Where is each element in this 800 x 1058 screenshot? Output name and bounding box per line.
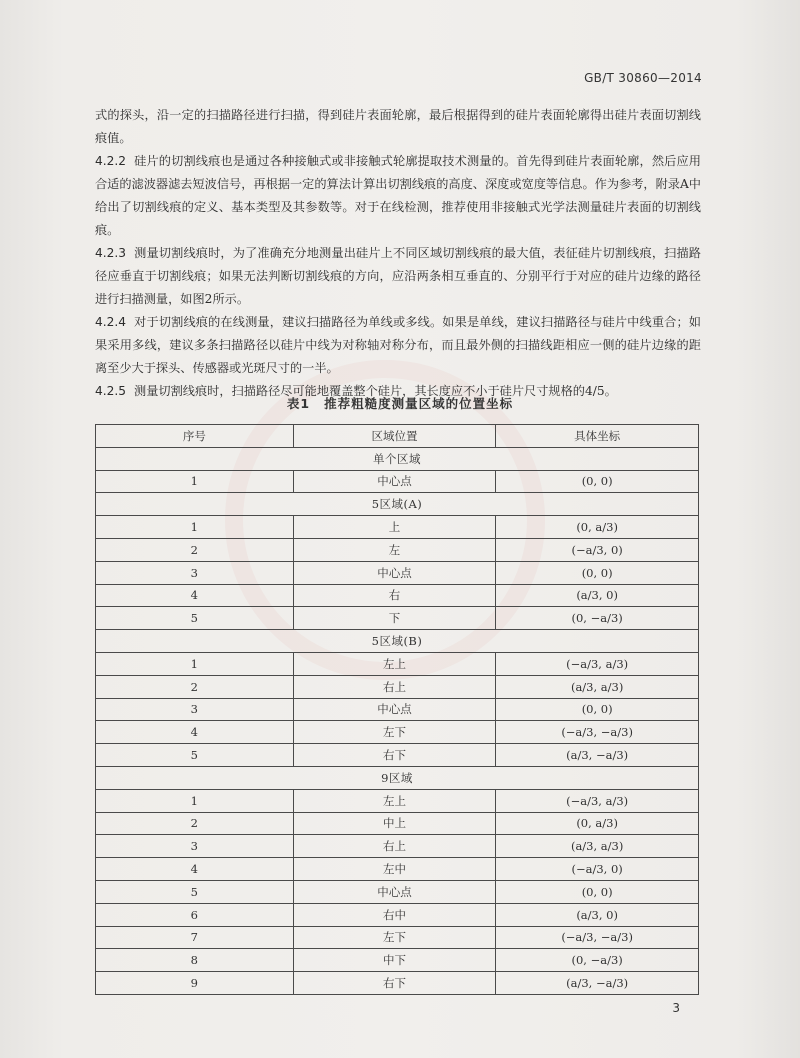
clause-4-2-4 bbox=[95, 311, 701, 380]
table-row bbox=[96, 675, 699, 698]
group-row bbox=[96, 447, 699, 470]
clause-4-2-3 bbox=[95, 242, 701, 311]
table-row bbox=[96, 744, 699, 767]
cell-position: 下 bbox=[293, 607, 496, 630]
cell-serial: 3 bbox=[96, 698, 294, 721]
cell-position: 右上 bbox=[293, 675, 496, 698]
cell-position: 中心点 bbox=[293, 880, 496, 903]
cell-position: 左下 bbox=[293, 721, 496, 744]
cell-coordinate: (−a/3, a/3) bbox=[496, 789, 699, 812]
cell-serial: 9 bbox=[96, 972, 294, 995]
cell-coordinate: (0, 0) bbox=[496, 470, 699, 493]
coordinates-table bbox=[95, 424, 699, 995]
cell-coordinate: (−a/3, a/3) bbox=[496, 652, 699, 675]
cell-position: 左中 bbox=[293, 858, 496, 881]
cell-position: 中心点 bbox=[293, 698, 496, 721]
cell-position: 右下 bbox=[293, 744, 496, 767]
cell-coordinate: (a/3, 0) bbox=[496, 903, 699, 926]
cell-coordinate: (a/3, 0) bbox=[496, 584, 699, 607]
paragraph-text: 硅片的切割线痕也是通过各种接触式或非接触式轮廓提取技术测量的。首先得到硅片表面轮廓，然后应用合适的滤波器滤去短波信号，再根据一定的算法计算出切割线痕的高度、深度或宽度等信息。作为参考，附录A中给出了切割线痕的定义、基本类型及其参数等。对于在线检测，推荐使用非接触式光学法测量硅片表面的切割线痕。 bbox=[95, 154, 701, 237]
paragraph-text: 测量切割线痕时，为了准确充分地测量出硅片上不同区域切割线痕的最大值，表征硅片切割线痕，扫描路径应垂直于切割线痕；如果无法判断切割线痕的方向，应沿两条相互垂直的、分别平行于对应的硅片边缘的路径进行扫描测量，如图2所示。 bbox=[95, 246, 701, 306]
cell-position: 左下 bbox=[293, 926, 496, 949]
table-row bbox=[96, 949, 699, 972]
clause-number: 4.2.4 bbox=[95, 315, 127, 329]
cell-coordinate: (−a/3, 0) bbox=[496, 858, 699, 881]
cell-serial: 5 bbox=[96, 744, 294, 767]
paragraph-text: 式的探头，沿一定的扫描路径进行扫描，得到硅片表面轮廓，最后根据得到的硅片表面轮廓得出硅片表面切割线痕值。 bbox=[95, 108, 701, 145]
cell-coordinate: (0, −a/3) bbox=[496, 607, 699, 630]
table-row bbox=[96, 812, 699, 835]
cell-position: 左上 bbox=[293, 652, 496, 675]
cell-serial: 4 bbox=[96, 858, 294, 881]
cell-serial: 2 bbox=[96, 538, 294, 561]
paragraph-text: 对于切割线痕的在线测量，建议扫描路径为单线或多线。如果是单线，建议扫描路径与硅片中线重合；如果采用多线，建议多条扫描路径以硅片中线为对称轴对称分布，而且最外侧的扫描线距相应一侧的硅片边缘的距离至少大于探头、传感器或光斑尺寸的一半。 bbox=[95, 315, 701, 375]
table-row bbox=[96, 721, 699, 744]
cell-serial: 5 bbox=[96, 607, 294, 630]
body-text bbox=[95, 104, 701, 403]
cell-position: 右 bbox=[293, 584, 496, 607]
cell-serial: 4 bbox=[96, 721, 294, 744]
cell-coordinate: (−a/3, −a/3) bbox=[496, 721, 699, 744]
table-row bbox=[96, 789, 699, 812]
cell-coordinate: (a/3, a/3) bbox=[496, 675, 699, 698]
table-row bbox=[96, 903, 699, 926]
table-row bbox=[96, 516, 699, 539]
clause-number: 4.2.3 bbox=[95, 246, 127, 260]
cell-position: 中心点 bbox=[293, 470, 496, 493]
table-row bbox=[96, 652, 699, 675]
table-row bbox=[96, 538, 699, 561]
table-row bbox=[96, 835, 699, 858]
table-title: 推荐粗糙度测量区域的位置坐标 bbox=[324, 396, 514, 411]
cell-position: 左 bbox=[293, 538, 496, 561]
table-number: 表1 bbox=[286, 396, 311, 411]
group-label: 5区域(A) bbox=[96, 493, 699, 516]
clause-4-2-2 bbox=[95, 150, 701, 242]
header-position: 区域位置 bbox=[293, 425, 496, 448]
page-number: 3 bbox=[672, 1001, 680, 1015]
header-serial: 序号 bbox=[96, 425, 294, 448]
group-label: 单个区域 bbox=[96, 447, 699, 470]
cell-position: 右下 bbox=[293, 972, 496, 995]
cell-coordinate: (−a/3, −a/3) bbox=[496, 926, 699, 949]
cell-serial: 7 bbox=[96, 926, 294, 949]
paragraph-text: 测量切割线痕时，扫描路径尽可能地覆盖整个硅片，其长度应不小于硅片尺寸规格的4/5。 bbox=[134, 384, 617, 398]
standard-code: GB/T 30860—2014 bbox=[584, 71, 702, 85]
paragraph-continuation bbox=[95, 104, 701, 150]
cell-coordinate: (a/3, −a/3) bbox=[496, 972, 699, 995]
cell-coordinate: (a/3, a/3) bbox=[496, 835, 699, 858]
cell-serial: 1 bbox=[96, 789, 294, 812]
cell-coordinate: (a/3, −a/3) bbox=[496, 744, 699, 767]
cell-serial: 2 bbox=[96, 675, 294, 698]
cell-serial: 2 bbox=[96, 812, 294, 835]
cell-position: 左上 bbox=[293, 789, 496, 812]
cell-position: 右中 bbox=[293, 903, 496, 926]
cell-position: 中上 bbox=[293, 812, 496, 835]
table-body bbox=[96, 447, 699, 994]
group-row bbox=[96, 630, 699, 653]
cell-coordinate: (0, 0) bbox=[496, 880, 699, 903]
group-label: 5区域(B) bbox=[96, 630, 699, 653]
cell-serial: 1 bbox=[96, 470, 294, 493]
cell-coordinate: (0, a/3) bbox=[496, 516, 699, 539]
cell-position: 中心点 bbox=[293, 561, 496, 584]
group-row bbox=[96, 766, 699, 789]
cell-serial: 4 bbox=[96, 584, 294, 607]
cell-serial: 6 bbox=[96, 903, 294, 926]
cell-coordinate: (0, 0) bbox=[496, 561, 699, 584]
table-row bbox=[96, 584, 699, 607]
cell-coordinate: (−a/3, 0) bbox=[496, 538, 699, 561]
cell-serial: 5 bbox=[96, 880, 294, 903]
table-row bbox=[96, 926, 699, 949]
table-row bbox=[96, 607, 699, 630]
cell-serial: 3 bbox=[96, 835, 294, 858]
clause-number: 4.2.2 bbox=[95, 154, 127, 168]
cell-position: 上 bbox=[293, 516, 496, 539]
cell-serial: 8 bbox=[96, 949, 294, 972]
cell-coordinate: (0, −a/3) bbox=[496, 949, 699, 972]
table-header-row bbox=[96, 425, 699, 448]
group-label: 9区域 bbox=[96, 766, 699, 789]
cell-coordinate: (0, 0) bbox=[496, 698, 699, 721]
cell-position: 中下 bbox=[293, 949, 496, 972]
table-row bbox=[96, 470, 699, 493]
table-row bbox=[96, 698, 699, 721]
cell-position: 右上 bbox=[293, 835, 496, 858]
cell-serial: 1 bbox=[96, 652, 294, 675]
table-row bbox=[96, 858, 699, 881]
header-coordinate: 具体坐标 bbox=[496, 425, 699, 448]
cell-serial: 3 bbox=[96, 561, 294, 584]
clause-number: 4.2.5 bbox=[95, 384, 127, 398]
table-row bbox=[96, 561, 699, 584]
group-row bbox=[96, 493, 699, 516]
cell-coordinate: (0, a/3) bbox=[496, 812, 699, 835]
table-caption bbox=[0, 394, 800, 412]
table-row bbox=[96, 972, 699, 995]
table-row bbox=[96, 880, 699, 903]
cell-serial: 1 bbox=[96, 516, 294, 539]
